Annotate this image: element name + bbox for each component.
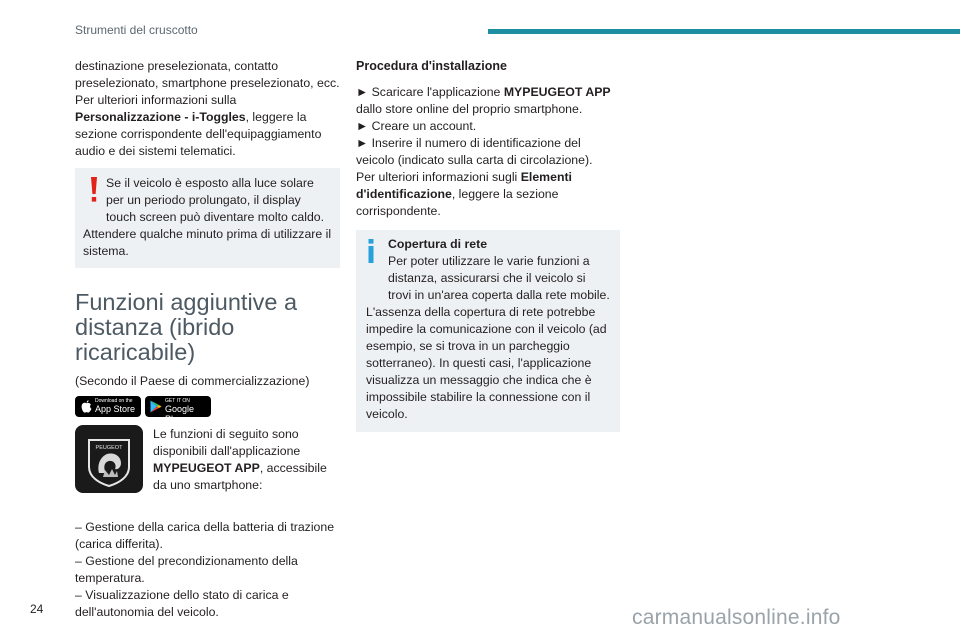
google-play-badge[interactable]: GET IT ON Google Play <box>145 396 211 417</box>
exclamation-warning-icon <box>87 177 101 203</box>
info-box <box>356 230 620 432</box>
procedure-steps <box>356 84 620 220</box>
step-3: ► Inserire il numero di identificazione del veicolo (indicato sulla carta di circolazione). <box>356 136 593 167</box>
i-toggles-link: Personalizzazione - i-Toggles <box>75 110 246 124</box>
page-number: 24 <box>30 602 44 616</box>
info-text-1: Per poter utilizzare le varie funzioni a distanza, assicurarsi che il veicolo si trovi in un'area coperta dalla rete mobile. <box>388 254 610 302</box>
intro-paragraph: destinazione preselezionata, contatto preselezionato, smartphone preselezionato, ecc. Per ulteriori informazioni sulla Personalizzazione - i-Toggles, leggere la sezione corrispondente dell'equipaggiamento audio e dei sistemi telematici. <box>75 59 340 158</box>
left-column <box>75 58 340 621</box>
procedure-title: Procedura d'installazione <box>356 59 507 73</box>
warning-text: Se il veicolo è esposto alla luce solare per un periodo prolungato, il display touch screen può diventare molto caldo. <box>106 176 325 224</box>
warning-box <box>75 168 340 268</box>
app-text: Le funzioni di seguito sono disponibili dall'applicazione MYPEUGEOT APP, accessibile da uno smartphone: <box>153 427 327 492</box>
step-2: ► Creare un account. <box>356 119 477 133</box>
section-subtitle: (Secondo il Paese di commercializzazione) <box>75 374 310 388</box>
peugeot-logo-text: PEUGEOT <box>95 445 123 451</box>
middle-column <box>356 58 620 432</box>
apple-icon <box>81 400 92 413</box>
step-1: ► Scaricare l'applicazione MYPEUGEOT APP dallo store online del proprio smartphone. <box>356 85 611 116</box>
store-badges <box>75 396 340 424</box>
list-item: – Gestione del precondizionamento della temperatura. <box>75 554 298 585</box>
warning-text-2: Attendere qualche minuto prima di utilizzare il sistema. <box>83 227 332 258</box>
app-description <box>75 425 340 515</box>
running-header: Strumenti del cruscotto <box>75 23 198 37</box>
header-accent-bar <box>488 29 960 34</box>
more-info: Per ulteriori informazioni sugli Elementi d'identificazione, leggere la sezione corrispondente. <box>356 170 572 218</box>
info-icon <box>366 239 376 263</box>
info-title: Copertura di rete <box>388 237 488 251</box>
watermark: carmanualsonline.info <box>632 606 841 629</box>
peugeot-app-icon <box>75 425 143 493</box>
list-item: – Visualizzazione dello stato di carica e dell'autonomia del veicolo. <box>75 588 289 619</box>
section-title: Funzioni aggiuntive a distanza (ibrido ricaricabile) <box>75 289 298 365</box>
feature-list <box>75 519 340 621</box>
app-store-badge[interactable]: Download on the App Store <box>75 396 141 417</box>
list-item: – Gestione della carica della batteria di trazione (carica differita). <box>75 520 335 551</box>
google-play-icon <box>150 400 162 413</box>
info-text-2: L'assenza della copertura di rete potrebbe impedire la comunicazione con il veicolo (ad esempio, se si trova in un parcheggio sotterraneo). In questi casi, l'applicazione visualizza un messaggio che indica che è impossibile stabilire la connessione con il veicolo. <box>366 305 607 421</box>
